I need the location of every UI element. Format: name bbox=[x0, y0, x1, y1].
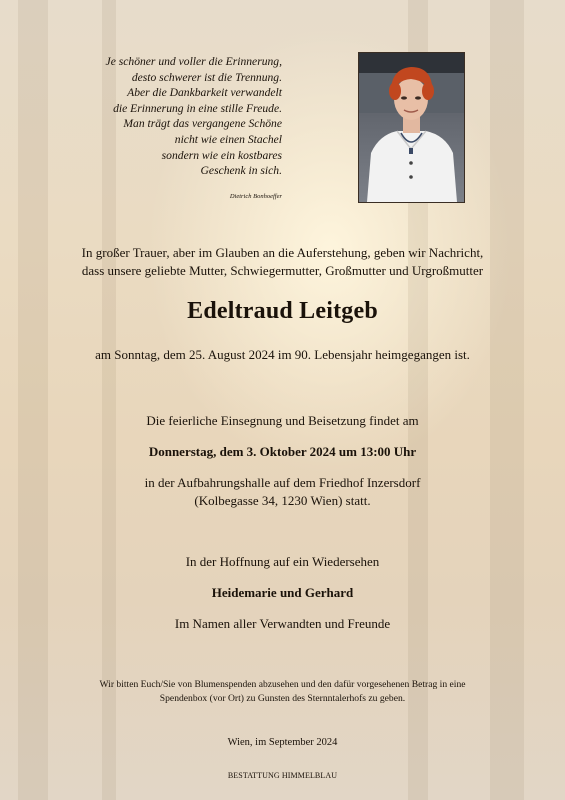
ceremony-intro: Die feierliche Einsegnung und Beisetzung findet am bbox=[146, 413, 419, 428]
donation-line-2: Spendenbox (vor Ort) zu Gunsten des Sternntalerhofs zu geben. bbox=[159, 692, 406, 704]
place-date: Wien, im September 2024 bbox=[227, 737, 338, 748]
intro-text bbox=[0, 244, 565, 279]
donation-note bbox=[0, 678, 565, 705]
poem-line: Man trägt das vergangene Schöne bbox=[123, 117, 282, 131]
mourners-names: Heidemarie und Gerhard bbox=[211, 585, 354, 600]
poem-line: nicht wie einen Stachel bbox=[174, 132, 282, 146]
ceremony-place-line-2: (Kolbegasse 34, 1230 Wien) statt. bbox=[194, 492, 371, 508]
poem-line: die Erinnerung in eine stille Freude. bbox=[113, 101, 282, 115]
ceremony-place-line-1: in der Aufbahrungshalle auf dem Friedhof Inzersdorf bbox=[144, 475, 421, 490]
donation-line-1: Wir bitten Euch/Sie von Blumenspenden abzusehen und den dafür vorgesehenen Betrag in eine bbox=[99, 679, 466, 690]
ceremony-place bbox=[0, 474, 565, 509]
portrait-photo bbox=[358, 52, 465, 203]
poem-line: Geschenk in sich. bbox=[200, 164, 282, 178]
deceased-name: Edeltraud Leitgeb bbox=[187, 298, 378, 324]
intro-line-2: dass unsere geliebte Mutter, Schwiegermutter, Großmutter und Urgroßmutter bbox=[81, 262, 484, 278]
undertaker-name: BESTATTUNG HIMMELBLAU bbox=[227, 771, 338, 780]
behalf-text: Im Namen aller Verwandten und Freunde bbox=[174, 616, 391, 631]
poem bbox=[70, 54, 282, 179]
intro-line-1: In großer Trauer, aber im Glauben an die Auferstehung, geben wir Nachricht, bbox=[81, 245, 484, 260]
poem-line: Je schöner und voller die Erinnerung, bbox=[105, 55, 282, 68]
hope-text: In der Hoffnung auf ein Wiedersehen bbox=[185, 554, 380, 569]
poem-line: desto schwerer ist die Trennung. bbox=[131, 70, 282, 84]
poem-author: Dietrich Bonhoeffer bbox=[229, 193, 282, 200]
poem-line: sondern wie ein kostbares bbox=[161, 148, 282, 162]
ceremony-date: Donnerstag, dem 3. Oktober 2024 um 13:00 Uhr bbox=[148, 444, 417, 459]
poem-line: Aber die Dankbarkeit verwandelt bbox=[127, 86, 282, 100]
death-notice: am Sonntag, dem 25. August 2024 im 90. Lebensjahr heimgegangen ist. bbox=[95, 347, 470, 362]
